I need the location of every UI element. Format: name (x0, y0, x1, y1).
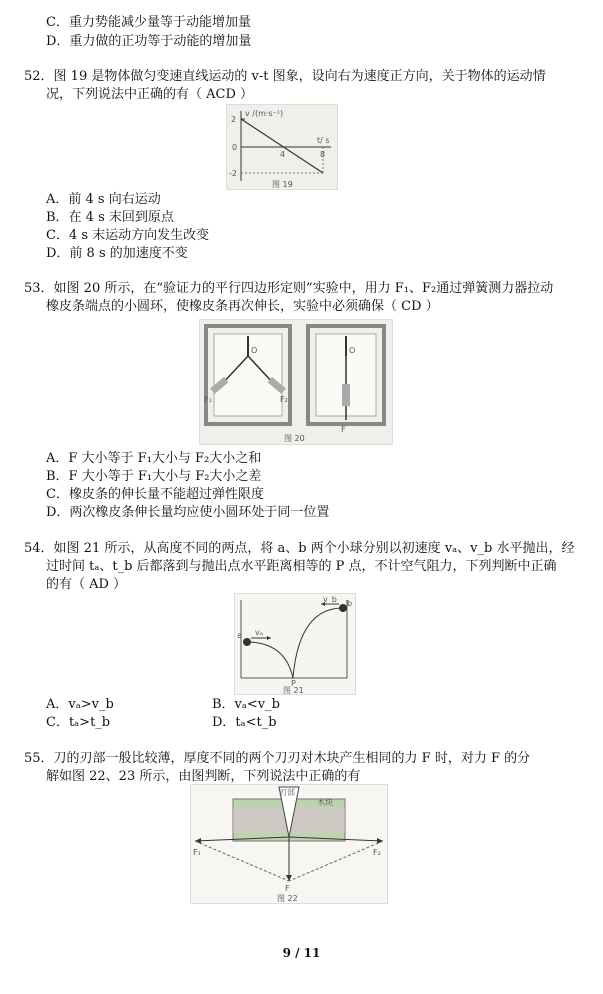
fig20-f2-label: F₂ (280, 395, 288, 404)
q54-stem-line2: 过时间 tₐ、t_b 后都落到与抛出点水平距离相等的 P 点，不计空气阻力，下列判断中正确 (46, 559, 557, 574)
tick-0: 0 (232, 143, 238, 152)
figure-21-projectiles (234, 593, 356, 695)
tick-8: 8 (320, 150, 326, 159)
q51-option-c: C．重力势能减少量等于动能增加量 (46, 15, 251, 30)
q53-stem-line2: 橡皮条端点的小圆环，使橡皮条再次伸长，实验中必须确保（ CD ） (46, 299, 439, 314)
q52-option-d: D．前 8 s 的加速度不变 (46, 246, 188, 261)
fig20-o-left: O (251, 346, 258, 355)
fig21-va-label: vₐ (255, 628, 263, 637)
fig20-o-right: O (349, 346, 356, 355)
q51-option-d: D．重力做的正功等于动能的增加量 (46, 34, 252, 49)
tick-neg2: -2 (229, 169, 237, 178)
fig22-blade-label: 刃部 (279, 788, 295, 797)
fig21-a-label: a (237, 631, 242, 640)
q55-stem-line2: 解如图 22、23 所示，由图判断，下列说法中正确的有 (46, 769, 361, 784)
q55-stem-line1: 55．刀的刃部一般比较薄，厚度不同的两个刀刃对木块产生相同的力 F 时，对力 F 的分 (24, 751, 531, 766)
q52-option-b: B．在 4 s 末回到原点 (46, 210, 174, 225)
fig21-b-label: b (347, 599, 353, 608)
q54-stem-line1: 54．如图 21 所示，从高度不同的两点，将 a、b 两个小球分别以初速度 vₐ、v_b 水平抛出，经 (24, 541, 575, 556)
q53-stem-line1: 53．如图 20 所示，在“验证力的平行四边形定则”实验中，用力 F₁、F₂通过弹簧测力器拉动 (24, 281, 554, 296)
page-number: 9 / 11 (282, 946, 321, 960)
q53-option-d: D．两次橡皮条伸长量均应使小圆环处于同一位置 (46, 505, 330, 520)
v-axis-label: v /(m·s⁻¹) (245, 109, 284, 118)
tick-2: 2 (231, 115, 237, 124)
fig20-f-label: F (341, 425, 346, 434)
q53-option-b: B．F 大小等于 F₁大小与 F₂大小之差 (46, 469, 262, 484)
figure-20-caption: 图 20 (284, 434, 305, 443)
q52-stem-line2: 况，下列说法中正确的有（ ACD ） (46, 87, 254, 102)
tick-4: 4 (280, 150, 286, 159)
figure-20-force-experiment (199, 319, 393, 445)
fig22-f1-label: F₁ (193, 848, 201, 857)
q53-option-a: A．F 大小等于 F₁大小与 F₂大小之和 (46, 451, 262, 466)
q52-option-a: A．前 4 s 向右运动 (46, 192, 161, 207)
q52-stem-line1: 52．图 19 是物体做匀变速直线运动的 v-t 图象，设向右为速度正方向，关于物体的运动情 (24, 69, 546, 84)
fig22-wood-label: 木块 (317, 798, 333, 807)
figure-19-vt-graph (226, 104, 338, 190)
q54-stem-line3: 的有（ AD ） (46, 577, 127, 592)
q53-option-c: C．橡皮条的伸长量不能超过弹性限度 (46, 487, 264, 502)
figure-21-caption: 图 21 (283, 686, 304, 694)
fig22-f-label: F (285, 884, 290, 893)
q54-option-d: D．tₐ<t_b (212, 715, 277, 730)
figure-22-blade-decomposition (190, 784, 388, 904)
fig21-p-label: P (291, 679, 296, 688)
t-axis-label: t/ s (317, 136, 330, 145)
fig20-f1-label: F₁ (204, 395, 212, 404)
q52-option-c: C．4 s 末运动方向发生改变 (46, 228, 210, 243)
figure-19-caption: 图 19 (272, 180, 293, 189)
fig21-vb-label: v_b (323, 595, 337, 604)
q54-option-c: C．tₐ>t_b (46, 715, 111, 730)
q54-option-a: A．vₐ>v_b (46, 697, 114, 712)
q54-option-b: B．vₐ<v_b (212, 697, 280, 712)
figure-22-caption: 图 22 (277, 894, 298, 903)
fig22-f2-label: F₂ (373, 848, 381, 857)
